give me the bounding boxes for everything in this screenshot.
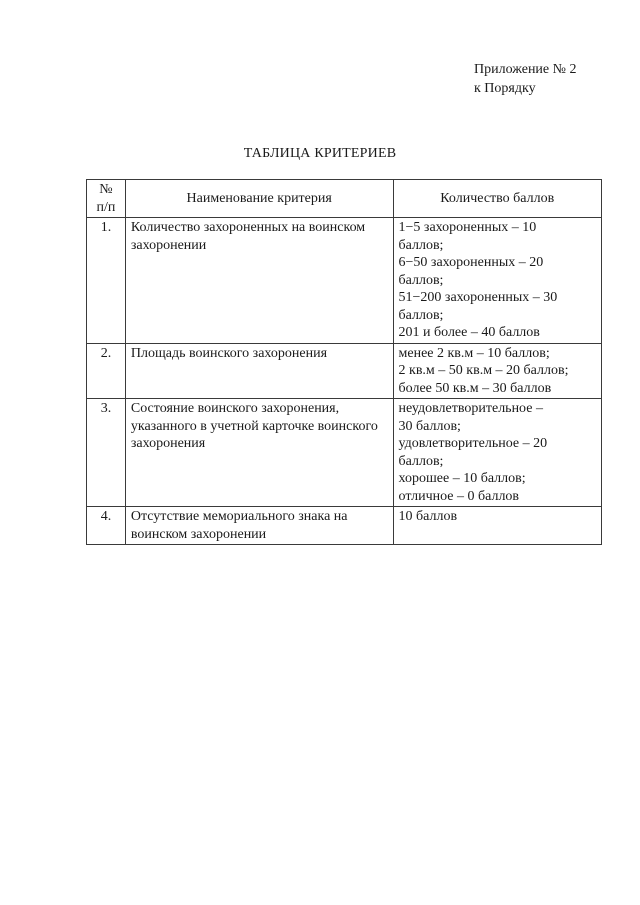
criterion-score — [393, 399, 601, 507]
criterion-name: Количество захороненных на воинском захоронении — [125, 218, 393, 344]
score-line: баллов; — [398, 453, 444, 469]
criterion-name: Состояние воинского захоронения, указанного в учетной карточке воинского захоронения — [125, 399, 393, 507]
header-score: Количество баллов — [393, 180, 601, 218]
row-number: 2. — [87, 343, 126, 399]
score-line: 1−5 захороненных – 10 — [398, 220, 537, 235]
score-line: баллов; — [398, 307, 444, 323]
header-number-symbol: № — [99, 182, 113, 197]
table-row — [87, 343, 602, 399]
score-line: баллов; — [398, 237, 444, 253]
table-title: ТАБЛИЦА КРИТЕРИЕВ — [243, 146, 397, 161]
appendix-number: Приложение № 2 — [474, 62, 577, 77]
header-criterion-name: Наименование критерия — [125, 180, 393, 218]
score-line: удовлетворительное – 20 — [398, 436, 548, 451]
score-line: неудовлетворительное – — [398, 401, 543, 416]
row-number: 4. — [87, 507, 126, 545]
score-line: 30 баллов; — [398, 418, 461, 434]
appendix-note — [474, 60, 577, 98]
score-line: 10 баллов — [398, 509, 458, 524]
header-number-abbr: п/п — [96, 199, 116, 215]
score-line: 6−50 захороненных – 20 — [398, 255, 544, 270]
score-line: более 50 кв.м – 30 баллов — [398, 380, 552, 396]
row-number: 3. — [87, 399, 126, 507]
score-line: менее 2 кв.м – 10 баллов; — [398, 345, 550, 361]
criterion-score — [393, 507, 601, 545]
criterion-name: Отсутствие мемориального знака на воинском захоронении — [125, 507, 393, 545]
criterion-score — [393, 218, 601, 344]
score-line: хорошее – 10 баллов; — [398, 471, 526, 486]
criterion-score — [393, 343, 601, 399]
table-row — [87, 218, 602, 344]
criteria-table — [86, 179, 602, 545]
appendix-reference: к Порядку — [474, 81, 536, 96]
score-line: 201 и более – 40 баллов — [398, 325, 540, 340]
table-header-row — [87, 180, 602, 218]
score-line: 51−200 захороненных – 30 — [398, 290, 558, 305]
score-line: баллов; — [398, 272, 444, 288]
criteria-table-body — [87, 218, 602, 545]
row-number: 1. — [87, 218, 126, 344]
table-row — [87, 399, 602, 507]
criterion-name: Площадь воинского захоронения — [125, 343, 393, 399]
header-number — [87, 180, 126, 218]
score-line: отличное – 0 баллов — [398, 488, 520, 504]
score-line: 2 кв.м – 50 кв.м – 20 баллов; — [398, 363, 569, 378]
table-row — [87, 507, 602, 545]
